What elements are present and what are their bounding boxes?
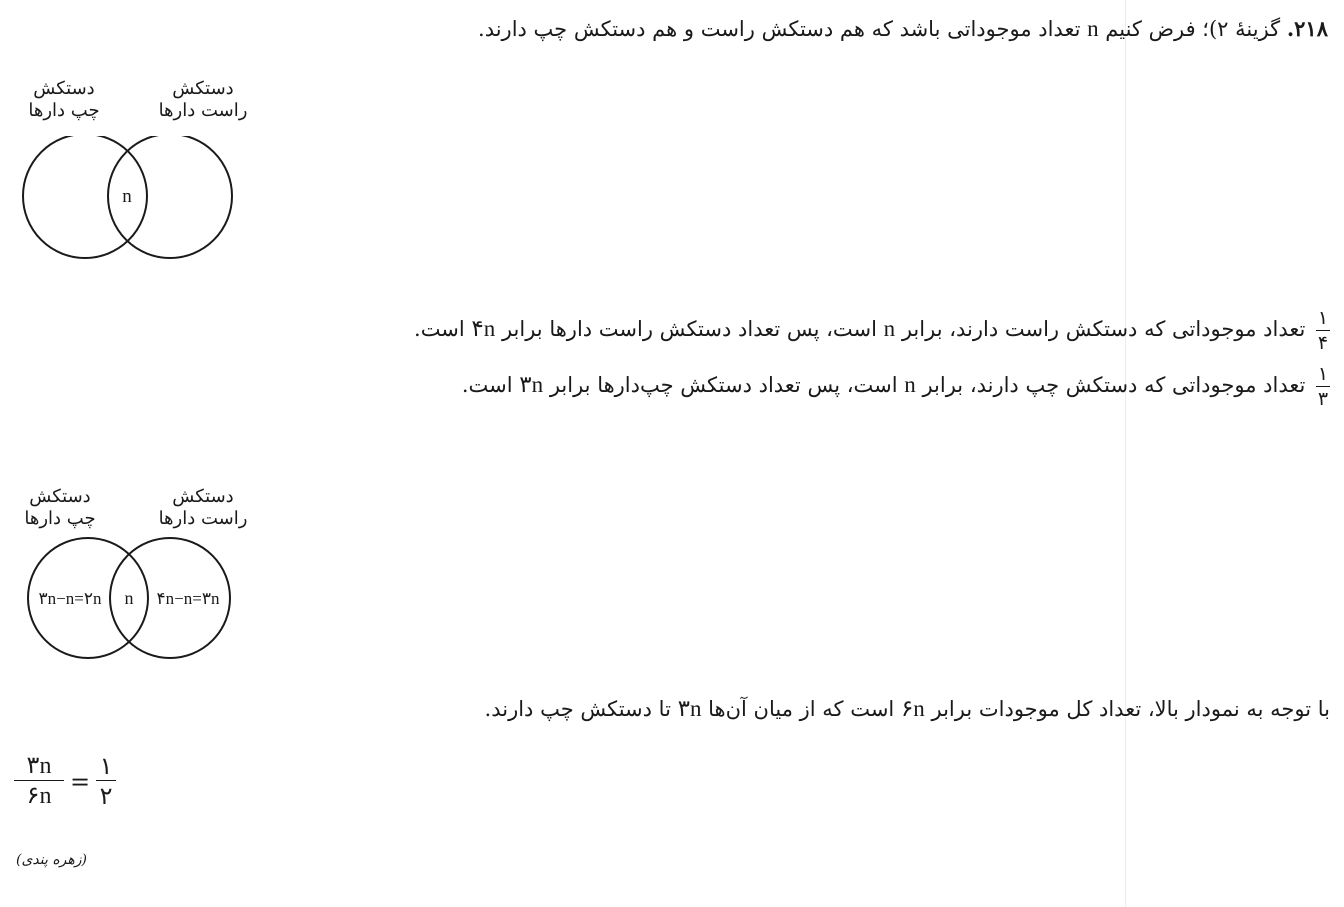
venn2-right-label-line2: راست دارها [158, 508, 248, 529]
fraction-denominator: ۳ [1317, 388, 1329, 410]
fraction-denominator: ۴ [1317, 332, 1329, 354]
venn1-center-label: n [122, 186, 132, 207]
line3-value: ۳n [677, 696, 702, 721]
venn2-left-label [8, 486, 112, 530]
page-fold-line [1125, 0, 1126, 907]
equation-lhs-denominator: ۶n [26, 783, 52, 809]
explanation-line-3 [485, 694, 1330, 724]
header-text: گزینهٔ ۲)؛ فرض کنیم [1098, 17, 1287, 41]
venn1-left-label [12, 78, 116, 122]
question-header [478, 14, 1328, 44]
author-credit: (زهره پندی) [16, 852, 88, 868]
line1-text-a: تعداد موجوداتی که دستکش راست دارند، برابر [895, 317, 1312, 341]
equation-rhs-denominator: ۲ [99, 782, 113, 810]
header-variable: n [1087, 16, 1099, 41]
venn2-left-label-line1: دستکش [29, 486, 91, 507]
line1-text-b: است، پس تعداد دستکش راست دارها برابر [495, 317, 884, 341]
line2-text-c: است. [461, 373, 520, 397]
line3-text-a: با توجه به نمودار بالا، تعداد کل موجودات برابر [924, 697, 1330, 721]
explanation-line-2 [462, 364, 1330, 409]
venn-diagram-1 [20, 136, 240, 266]
venn2-right-label-line1: دستکش [172, 486, 234, 507]
line2-text-b: است، پس تعداد دستکش چپ‌دارها برابر [543, 373, 905, 397]
line3-total: ۶n [900, 696, 925, 721]
equation-lhs-fraction [14, 752, 64, 811]
fraction-numerator: ۱ [1317, 363, 1329, 385]
venn1-left-label-line2: چپ دارها [28, 100, 100, 121]
venn1-left-label-line1: دستکش [33, 78, 95, 99]
fraction-numerator: ۱ [1317, 307, 1329, 329]
venn1-right-label-line2: راست دارها [158, 100, 248, 121]
final-equation [14, 752, 116, 811]
fraction-bar [1316, 330, 1330, 331]
line2-text-a: تعداد موجوداتی که دستکش چپ دارند، برابر [915, 373, 1312, 397]
venn2-left-region-label: ۳n−n=۲n [38, 589, 102, 608]
venn2-left-label-line2: چپ دارها [24, 508, 96, 529]
venn-diagram-2 [18, 536, 248, 666]
line1-variable: n [883, 316, 896, 341]
fraction-one-quarter [1316, 308, 1330, 353]
question-number: ۲۱۸. [1286, 16, 1328, 41]
line3-text-b: است که از میان آن‌ها [701, 697, 901, 721]
equation-rhs-numerator: ۱ [99, 752, 113, 780]
line2-value: ۳n [519, 372, 544, 397]
line3-text-c: تا دستکش چپ دارند. [484, 697, 678, 721]
fraction-one-third [1316, 364, 1330, 409]
equation-lhs-numerator: ۳n [26, 753, 52, 779]
venn2-center-label: n [124, 588, 134, 608]
venn1-right-label [146, 78, 260, 122]
explanation-line-1 [414, 308, 1330, 353]
equation-rhs-fraction [96, 752, 116, 811]
line1-value: ۴n [471, 316, 496, 341]
venn2-right-label [146, 486, 260, 530]
venn2-right-region-label: ۴n−n=۳n [156, 589, 220, 608]
fraction-bar [1316, 386, 1330, 387]
venn1-right-label-line1: دستکش [172, 78, 234, 99]
header-text-2: تعداد موجوداتی باشد که هم دستکش راست و هم دستکش چپ دارند. [478, 17, 1088, 41]
equation-equals-sign: = [70, 767, 91, 796]
line1-text-c: است. [414, 317, 472, 341]
line2-variable: n [904, 372, 916, 397]
